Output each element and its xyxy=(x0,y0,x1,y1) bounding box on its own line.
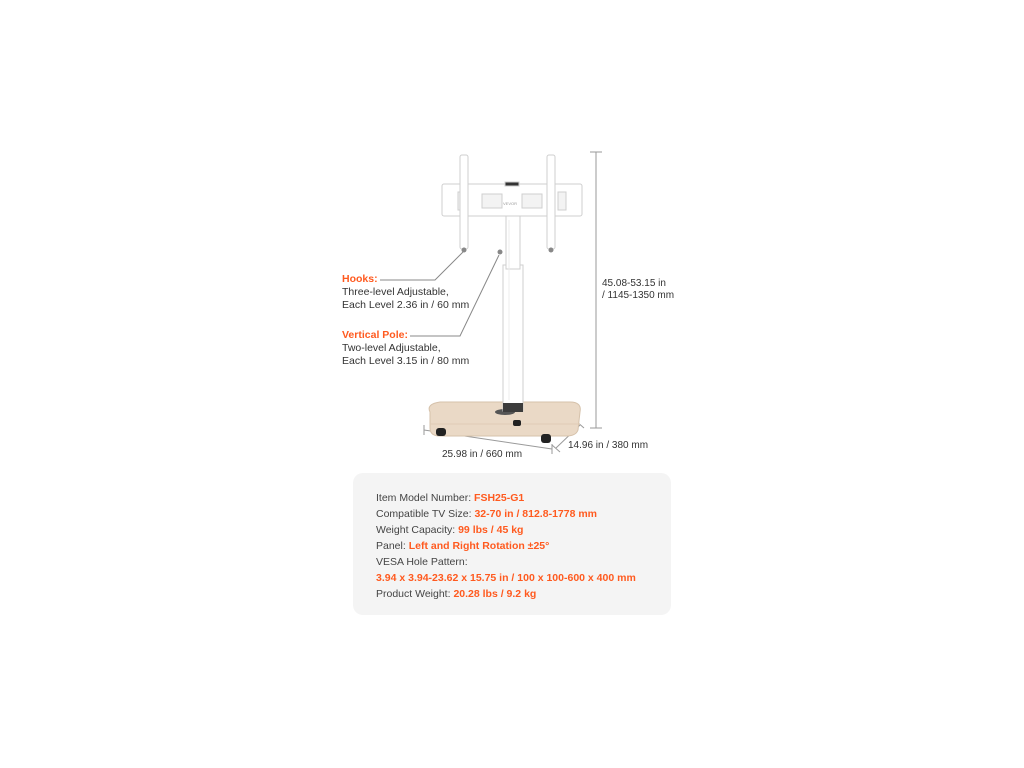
height-line1: 45.08-53.15 in xyxy=(602,278,666,289)
depth-dimension-label: 14.96 in / 380 mm xyxy=(568,440,649,451)
hook-knob-right xyxy=(549,248,554,253)
spec-panel-rotation xyxy=(376,538,636,554)
spec-value: Left and Right Rotation ±25° xyxy=(408,540,550,552)
hook-knob-left xyxy=(462,248,467,253)
vertical-pole-callout xyxy=(342,329,469,368)
specifications-list xyxy=(376,490,636,602)
hooks-title: Hooks: xyxy=(342,273,378,285)
spec-value: 3.94 x 3.94-23.62 x 15.75 in / 100 x 100-600 x 400 mm xyxy=(376,572,636,584)
spec-label: Compatible TV Size: xyxy=(376,508,475,520)
spec-value: 32-70 in / 812.8-1778 mm xyxy=(474,508,598,520)
height-line2: / 1145-1350 mm xyxy=(602,290,675,301)
spec-vesa-label xyxy=(376,554,636,570)
vertical-pole xyxy=(503,214,523,412)
pole-line1: Two-level Adjustable, xyxy=(342,342,441,354)
brand-mark-text: VEVOR xyxy=(503,201,518,206)
spec-product-weight xyxy=(376,586,636,602)
hooks-callout xyxy=(342,273,469,312)
spec-label: Panel: xyxy=(376,540,409,552)
pole-line2: Each Level 3.15 in / 80 mm xyxy=(342,355,470,367)
pole-adjust-knob xyxy=(498,250,503,255)
spec-label: VESA Hole Pattern: xyxy=(376,556,468,568)
spec-value: FSH25-G1 xyxy=(474,492,525,504)
spec-label: Weight Capacity: xyxy=(376,524,459,536)
spec-label: Product Weight: xyxy=(376,588,454,600)
spec-label: Item Model Number: xyxy=(376,492,475,504)
spec-tv-size xyxy=(376,506,636,522)
spec-vesa-value xyxy=(376,570,636,586)
height-dimension-line xyxy=(590,152,602,428)
spec-value: 99 lbs / 45 kg xyxy=(458,524,524,536)
spec-value: 20.28 lbs / 9.2 kg xyxy=(453,588,537,600)
hooks-line2: Each Level 2.36 in / 60 mm xyxy=(342,299,470,311)
spec-model-number xyxy=(376,490,636,506)
hooks-line1: Three-level Adjustable, xyxy=(342,286,449,298)
width-dimension-label: 25.98 in / 660 mm xyxy=(442,449,523,460)
spec-weight-capacity xyxy=(376,522,636,538)
pole-title: Vertical Pole: xyxy=(342,329,408,341)
height-dimension-label xyxy=(602,278,674,302)
